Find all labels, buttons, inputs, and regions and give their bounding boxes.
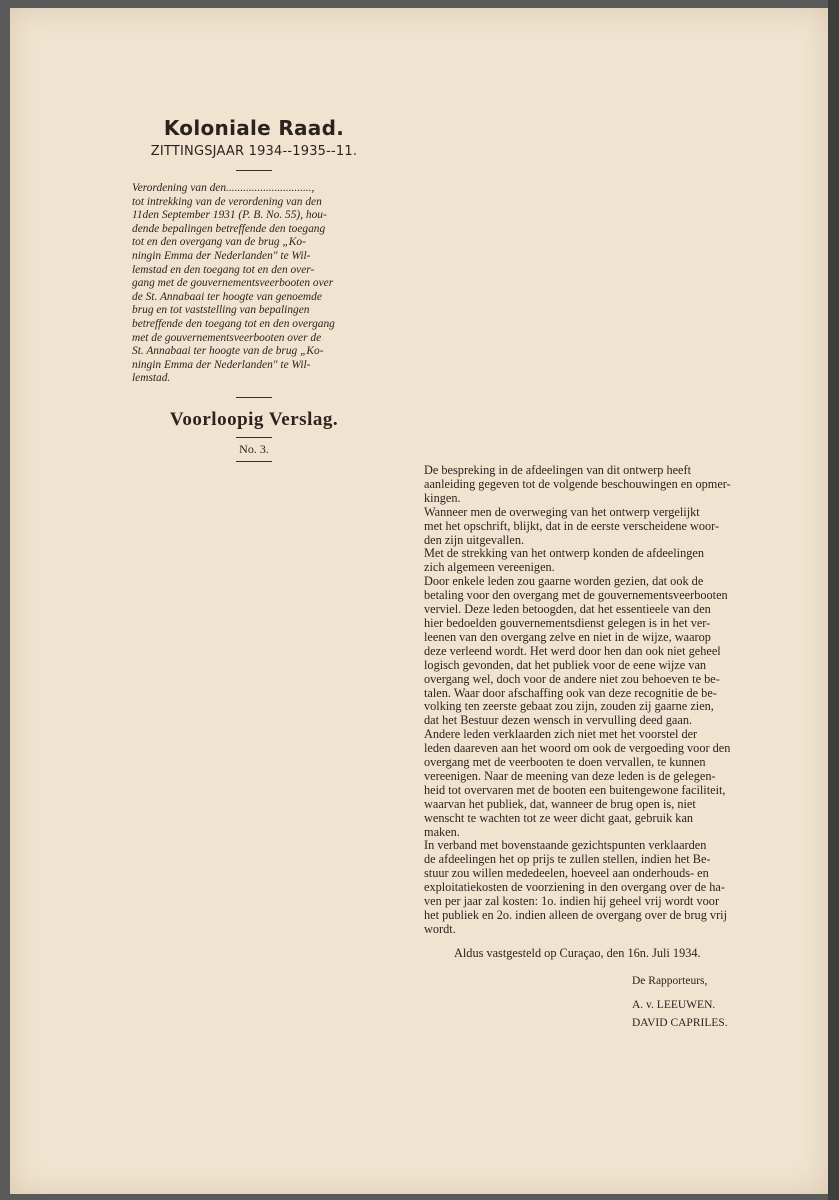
session-year: ZITTINGSJAAR 1934--1935--11. — [150, 144, 358, 159]
closing-line: Aldus vastgesteld op Curaçao, den 16n. Juli 1934. — [454, 945, 701, 960]
intro-line: ningin Emma der Nederlanden" te Wil- — [132, 358, 311, 371]
signature-block — [424, 972, 800, 1032]
intro-line: lemstad en den toegang tot en den over- — [132, 263, 315, 276]
ordinance-description — [122, 182, 386, 386]
body-line: volking ten zeerste gebaat zou zijn, zouden zij gaarne zien, — [424, 699, 714, 714]
signature-name: A. v. LEEUWEN. — [632, 998, 716, 1011]
body-line: Andere leden verklaarden zich niet met het voorstel der — [424, 727, 698, 742]
report-number: No. 3. — [239, 441, 269, 456]
intro-line: gang met de gouvernementsveerbooten over — [132, 277, 334, 290]
body-line: talen. Waar door afschaffing ook van deze recognitie de be- — [424, 685, 717, 700]
body-line: wenscht te wachten tot ze weer dicht gaat, gebruik kan — [424, 810, 694, 825]
body-line: Wanneer men de overweging van het ontwerp vergelijkt — [424, 504, 700, 519]
body-line: stuur zou willen mededeelen, hoeveel aan onderhouds- en — [424, 866, 709, 881]
body-line: overgang met de veerbooten te doen vervallen, te kunnen — [424, 755, 706, 770]
body-line: leenen van den overgang zelve en niet in de wijze, waarop — [424, 629, 711, 644]
divider-rule — [236, 437, 272, 438]
left-column — [122, 116, 386, 466]
intro-line: St. Annabaai ter hoogte van de brug „Ko- — [132, 345, 324, 358]
body-line: hier bedoelden gouvernementsdienst gelegen is in het ver- — [424, 615, 711, 630]
body-line: Met de strekking van het ontwerp konden de afdeelingen — [424, 546, 705, 561]
intro-line: de St. Annabaai ter hoogte van genoemde — [132, 290, 322, 303]
body-line: logisch gevonden, dat het publiek voor de eene wijze van — [424, 657, 707, 672]
divider-rule — [236, 170, 272, 171]
body-line: vereenigen. Naar de meening van deze leden is de gelegen- — [424, 768, 716, 783]
scanner-edge — [828, 0, 839, 1200]
body-line: het publiek en 2o. indien alleen de overgang over de brug vrij — [424, 908, 728, 922]
body-line: met het opschrift, blijkt, dat in de eerste verscheidene woor- — [424, 518, 720, 533]
body-line: deze verleend wordt. Het werd door hen dan ook niet geheel — [424, 643, 721, 658]
intro-line: tot en den overgang van de brug „Ko- — [132, 236, 306, 249]
body-line: maken. — [424, 824, 460, 839]
body-line: betaling voor den overgang met de gouvernementsveerbooten — [424, 588, 728, 603]
intro-line: dende bepalingen betreffende den toegang — [132, 222, 326, 235]
intro-line: met de gouvernementsveerbooten over de — [132, 331, 322, 344]
signature-heading: De Rapporteurs, — [632, 974, 708, 987]
body-line: De bespreking in de afdeelingen van dit ontwerp heeft — [424, 463, 692, 477]
body-line: den zijn uitgevallen. — [424, 532, 525, 547]
body-line: waarvan het publiek, dat, wanneer de brug open is, niet — [424, 796, 696, 811]
body-line: zich algemeen vereenigen. — [424, 560, 555, 575]
intro-line: tot intrekking van de verordening van den — [132, 195, 322, 208]
body-line: heid tot overvaren met de booten een buitengewone faciliteit, — [424, 782, 726, 797]
intro-line: brug en tot vaststelling van bepalingen — [132, 304, 310, 317]
document-page — [10, 8, 828, 1194]
intro-line: betreffende den toegang tot en den overgang — [132, 317, 335, 330]
divider-rule — [236, 461, 272, 462]
report-body — [424, 464, 800, 1032]
body-line: de afdeelingen het op prijs te zullen stellen, indien het Be- — [424, 852, 711, 867]
body-line: kingen. — [424, 490, 461, 505]
body-line: Door enkele leden zou gaarne worden gezien, dat ook de — [424, 574, 704, 589]
report-title: Voorloopig Verslag. — [169, 408, 339, 430]
body-line: dat het Bestuur dezen wensch in vervulling deed gaan. — [424, 713, 693, 728]
divider-rule — [236, 397, 272, 398]
body-line: overgang wel, doch voor de andere niet zou behoeven te be- — [424, 671, 720, 686]
body-line: aanleiding gegeven tot de volgende beschouwingen en opmer- — [424, 476, 731, 491]
body-line: wordt. — [424, 921, 456, 936]
body-line: leden daareven aan het woord om ook de vergoeding voor den — [424, 741, 731, 756]
body-line: ven per jaar zal kosten: 1o. indien hij geheel vrij wordt voor — [424, 894, 720, 909]
body-line: exploitatiekosten de voorziening in den overgang over de ha- — [424, 880, 725, 895]
intro-line: Verordening van den.............................., — [132, 182, 315, 194]
intro-line: lemstad. — [132, 372, 171, 385]
intro-line: 11den September 1931 (P. B. No. 55), hou- — [132, 209, 327, 222]
body-text — [424, 464, 800, 937]
body-line: verviel. Deze leden betoogden, dat het essentieele van den — [424, 602, 711, 617]
body-line: In verband met bovenstaande gezichtspunten verklaarden — [424, 838, 707, 853]
intro-line: ningin Emma der Nederlanden" te Wil- — [132, 249, 311, 262]
council-title: Koloniale Raad. — [163, 116, 345, 140]
signature-name: DAVID CAPRILES. — [632, 1016, 728, 1029]
